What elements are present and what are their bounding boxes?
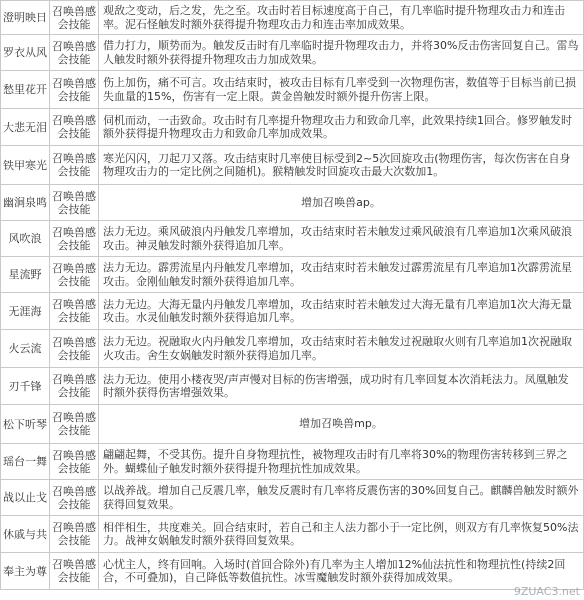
skill-desc: 法力无边。霹雳流星内丹触发几率增加，攻击结束时若未触发过霹雳流星有几率追加1次霹雳流星攻击。金刚仙触发时额外获得追加几率。	[99, 257, 584, 293]
skill-type: 召唤兽感会技能	[50, 35, 99, 71]
table-row	[1, 405, 584, 444]
table-row	[1, 368, 584, 405]
skill-desc: 翩翩起舞，不受其伤。提升自身物理抗性，被物理攻击时有几率将30%的物理伤害转移到三界之外。蝴蝶仙子触发时额外获得提升物理抗性加成效果。	[99, 444, 584, 480]
skill-name: 休戚与共	[1, 516, 50, 553]
skill-type: 召唤兽感会技能	[50, 444, 99, 480]
skill-name: 罗衣从风	[1, 35, 50, 71]
skill-name: 刃千锋	[1, 368, 50, 405]
table-row	[1, 444, 584, 480]
skill-name: 奉主为尊	[1, 553, 50, 590]
table-row	[1, 1, 584, 35]
table-row	[1, 71, 584, 109]
skill-desc: 心忧主人，终有回响。入场时(首回合除外)有几率为主人增加12%仙法抗性和物理抗性(持续2回合，不可叠加)，自己降低等数值抗性。冰雪魔触发时额外获得加成效果。	[99, 553, 584, 590]
skill-desc: 相伴相生，共度难关。回合结束时，若自己和主人法力都小于一定比例，则双方有几率恢复50%法力。战神女娲触发时额外获得回复效果。	[99, 516, 584, 553]
table-row	[1, 257, 584, 293]
skill-desc: 法力无边。祝融取火内丹触发几率增加，攻击结束时若未触发过祝融取火则有几率追加1次祝融取火攻击。舍生女娲触发时额外获得追加几率。	[99, 330, 584, 368]
skill-type: 召唤兽感会技能	[50, 185, 99, 221]
skill-type: 召唤兽感会技能	[50, 109, 99, 146]
skill-name: 火云流	[1, 330, 50, 368]
skill-desc: 法力无边。大海无量内丹触发几率增加，攻击结束时若未触发过大海无量有几率追加1次大海无量攻击。水灵仙触发时额外获得追加几率。	[99, 293, 584, 330]
skill-desc: 法力无边。乘风破浪内丹触发几率增加，攻击结束时若未触发过乘风破浪有几率追加1次乘风破浪攻击。神灵触发时额外获得追加几率。	[99, 221, 584, 257]
table-row	[1, 480, 584, 516]
table-row	[1, 553, 584, 590]
table-row	[1, 185, 584, 221]
skill-desc: 伺机而动，一击致命。攻击时有几率提升物理攻击力和致命几率，此效果持续1回合。修罗触发时额外获得提升物理攻击力和致命几率加成效果。	[99, 109, 584, 146]
skill-name: 星流野	[1, 257, 50, 293]
skill-desc: 以战养战。增加自己反震几率，触发反震时有几率将反震伤害的30%回复自己。麒麟兽触发时额外获得回复效果。	[99, 480, 584, 516]
table-row	[1, 109, 584, 146]
skill-type: 召唤兽感会技能	[50, 146, 99, 185]
skill-type: 召唤兽感会技能	[50, 257, 99, 293]
skill-name: 铁甲寒光	[1, 146, 50, 185]
skill-type: 召唤兽感会技能	[50, 221, 99, 257]
skill-desc: 增加召唤兽mp。	[99, 405, 584, 444]
skill-desc: 伤上加伤，痛不可言。攻击结束时，被攻击目标有几率受到一次物理伤害，数值等于目标当前已损失血量的15%，伤害有一定上限。黄金兽触发时额外提升伤害上限。	[99, 71, 584, 109]
site-watermark: 9ZUAC3.net	[513, 585, 580, 598]
table-row	[1, 516, 584, 553]
skill-type: 召唤兽感会技能	[50, 553, 99, 590]
skill-name: 风吹浪	[1, 221, 50, 257]
skill-name: 大悲无泪	[1, 109, 50, 146]
skill-name: 澄明映日	[1, 1, 50, 35]
skill-type: 召唤兽感会技能	[50, 480, 99, 516]
skill-desc: 观敌之变动，后之发，先之至。攻击时若目标速度高于自己，有几率临时提升物理攻击力和连击率。泥石怪触发时额外获得提升物理攻击力和连击率加成效果。	[99, 1, 584, 35]
skill-type: 召唤兽感会技能	[50, 293, 99, 330]
skill-name: 愁里花开	[1, 71, 50, 109]
skill-name: 瑶台一舞	[1, 444, 50, 480]
skills-table-body	[1, 1, 584, 590]
skill-name: 战以止戈	[1, 480, 50, 516]
skill-desc: 借力打力，顺势而为。触发反击时有几率临时提升物理攻击力，并将30%反击伤害回复自己。雷鸟人触发时额外获得提升物理攻击力加成效果。	[99, 35, 584, 71]
skill-type: 召唤兽感会技能	[50, 330, 99, 368]
skill-type: 召唤兽感会技能	[50, 405, 99, 444]
skill-name: 无涯海	[1, 293, 50, 330]
table-row	[1, 35, 584, 71]
skill-type: 召唤兽感会技能	[50, 368, 99, 405]
table-row	[1, 330, 584, 368]
skill-type: 召唤兽感会技能	[50, 71, 99, 109]
skill-name: 幽涧泉鸣	[1, 185, 50, 221]
skill-desc: 寒光闪闪，刀起刀又落。攻击结束时几率使目标受到2~5次回旋攻击(物理伤害，每次伤害在自身物理攻击力的一定比例之间随机)。猴精触发时回旋攻击最大次数加1。	[99, 146, 584, 185]
skill-desc: 法力无边。使用小楼夜哭/声声慢对目标的伤害增强，成功时有几率回复本次消耗法力。凤凰触发时额外获得伤害增强效果。	[99, 368, 584, 405]
table-row	[1, 146, 584, 185]
skill-desc: 增加召唤兽ap。	[99, 185, 584, 221]
table-row	[1, 221, 584, 257]
table-row	[1, 293, 584, 330]
skill-type: 召唤兽感会技能	[50, 516, 99, 553]
skill-name: 松下听琴	[1, 405, 50, 444]
skill-type: 召唤兽感会技能	[50, 1, 99, 35]
